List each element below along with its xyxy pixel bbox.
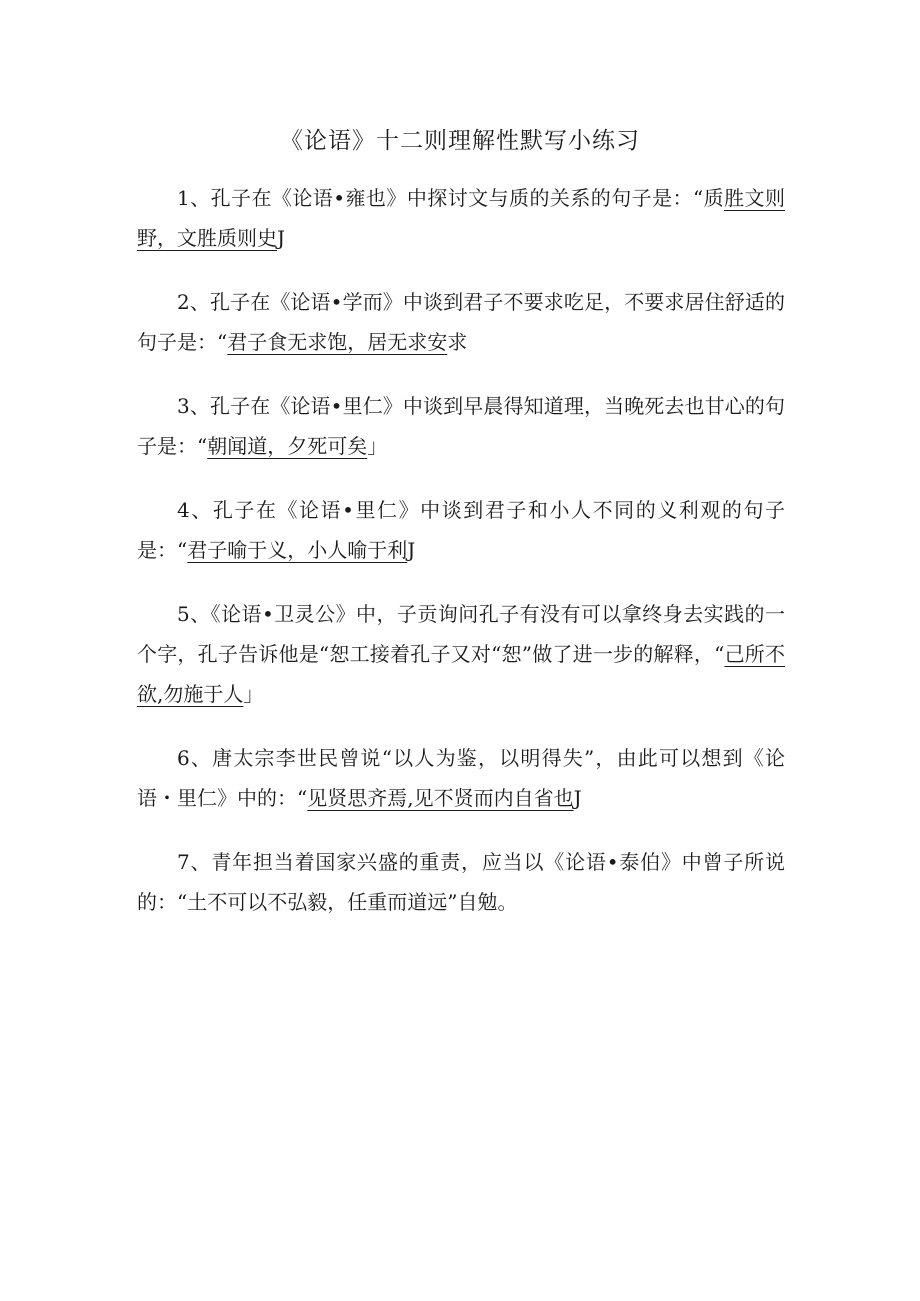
item-answer: 君子食无求饱，居无求安 — [227, 330, 448, 354]
item-prompt: 孔子在《论语•里仁》中谈到早晨得知道理，当晚死去也甘心的句子是：“ — [137, 394, 786, 458]
item-number: 1、 — [177, 186, 211, 210]
item-answer: 己所不欲,勿施于人 — [137, 642, 786, 706]
exercise-item-4 — [137, 490, 785, 570]
item-prompt: 孔子在《论语•雍也》中探讨文与质的关系的句子是：“质 — [210, 186, 725, 210]
item-end-mark: 」 — [367, 434, 388, 458]
item-end-mark: J — [277, 226, 286, 250]
exercise-item-7 — [137, 842, 785, 922]
item-number: 4、 — [177, 498, 213, 522]
item-prompt: 《论语•卫灵公》中，子贡询问孔子有没有可以拿终身去实践的一个字，孔子告诉他是“恕工接着孔子又对“恕”做了进一步的解释，“ — [137, 602, 785, 666]
item-prompt: 唐太宗李世民曾说“以人为鉴，以明得失”，由此可以想到《论语・里仁》中的：“ — [137, 746, 786, 810]
item-prompt: 青年担当着国家兴盛的重责，应当以《论语•泰伯》中曾子所说的：“土不可以不弘毅，任重而道远”自勉。 — [137, 850, 785, 914]
exercise-item-3 — [137, 386, 785, 466]
item-number: 3、 — [177, 394, 210, 418]
exercise-item-5 — [137, 594, 785, 714]
item-end-mark: J — [407, 538, 416, 562]
exercise-list — [137, 178, 785, 946]
item-number: 5、 — [177, 602, 211, 626]
item-end-mark: 求 — [447, 330, 468, 354]
document-title: 《论语》十二则理解性默写小练习 — [280, 128, 640, 154]
item-answer: 胜文则野，文胜质则史 — [137, 186, 785, 250]
item-number: 7、 — [177, 850, 212, 874]
item-prompt: 孔子在《论语•学而》中谈到君子不要求吃足，不要求居住舒适的句子是：“ — [137, 290, 786, 354]
item-answer: 见贤思齐焉,见不贤而内自省也 — [307, 786, 574, 810]
item-number: 6、 — [177, 746, 213, 770]
exercise-item-2 — [137, 282, 785, 362]
exercise-item-6 — [137, 738, 785, 818]
item-prompt: 孔子在《论语•里仁》中谈到君子和小人不同的义利观的句子是：“ — [137, 498, 786, 562]
exercise-item-1 — [137, 178, 785, 258]
item-end-mark: 」 — [243, 682, 264, 706]
item-answer: 朝闻道，夕死可矣 — [207, 434, 368, 458]
item-answer: 君子喻于义，小人喻于利 — [187, 538, 408, 562]
item-number: 2、 — [177, 290, 210, 314]
item-end-mark: J — [573, 786, 582, 810]
